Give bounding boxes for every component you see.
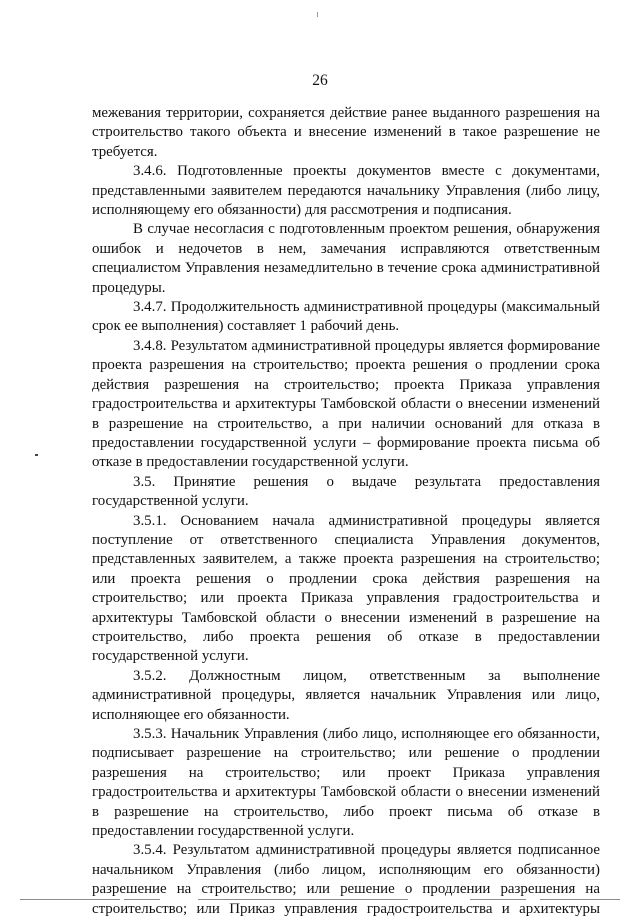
scan-edge-line bbox=[198, 899, 408, 900]
scan-edge-line bbox=[124, 899, 160, 900]
paragraph-3-4-6: 3.4.6. Подготовленные проекты документов вместе с документами, представленными заявителем передаются начальнику Управления (либо лицу, исполняющему его обязанности) для рассмотрения и подписания. bbox=[92, 163, 600, 219]
scan-edge-line bbox=[540, 899, 620, 900]
scan-edge-line bbox=[20, 899, 120, 900]
paragraph-3-5-1: 3.5.1. Основанием начала административной процедуры является поступление от ответственного специалиста Управления документов, представленных заявителем, а также проекта разрешения на строительство; или проекта решения о продлении срока действия разрешения на строительство; или проекта Приказа управления градостроительства и архитектуры Тамбовской области о внесении изменений в разрешение на строительство, либо проекта решения об отказе в предоставлении государственной услуги. bbox=[92, 512, 600, 665]
paragraph-3-5-3: 3.5.3. Начальник Управления (либо лицо, исполняющее его обязанности, подписывает разрешение на строительство; или решение о продлении разрешения на строительство; или проект Приказа управления градостроительства и архитектуры Тамбовской области о внесении изменений в разрешение на строительство, либо проект письма об отказе в предоставлении государственной услуги. bbox=[92, 726, 600, 840]
paragraph-3-4-8: 3.4.8. Результатом административной процедуры является формирование проекта разрешения на строительство; проекта решения о продлении срока действия разрешения на строительство; проекта Приказа управления градостроительства и архитектуры Тамбовской области о внесении изменений в разрешение на строительство, а при наличии оснований для отказа в предоставлении государственной услуги – формирование проекта письма об отказе в предоставлении государственной услуги. bbox=[92, 337, 600, 471]
paragraph-3-4-7: 3.4.7. Продолжительность административной процедуры (максимальный срок ее выполнения) составляет 1 рабочий день. bbox=[92, 299, 600, 335]
paragraph-continuation: межевания территории, сохраняется действие ранее выданного разрешения на строительство такого объекта и внесение изменений в такое разрешение не требуется. bbox=[92, 105, 600, 160]
scan-speck bbox=[35, 454, 38, 456]
paragraph-disagreement: В случае несогласия с подготовленным проектом решения, обнаружения ошибок и недочетов в нем, замечания исправляются ответственным специалистом Управления незамедлительно в течение срока административной процедуры. bbox=[92, 221, 600, 296]
page-number: 26 bbox=[312, 72, 328, 89]
section-heading-3-5: 3.5. Принятие решения о выдаче результата предоставления государственной услуги. bbox=[92, 473, 600, 510]
document-body bbox=[92, 104, 600, 919]
scan-edge-line bbox=[470, 899, 526, 900]
paragraph-3-5-2: 3.5.2. Должностным лицом, ответственным за выполнение административной процедуры, является начальник Управления или лицо, исполняющее его обязанности. bbox=[92, 667, 600, 723]
scan-mark bbox=[317, 12, 318, 17]
paragraph-3-5-4: 3.5.4. Результатом административной процедуры является подписанное начальником Управления (либо лицом, исполняющим его обязанности) разрешение на строительство; или решение о продлении разрешения на строительство; или Приказ управления градостроительства и архитектуры bbox=[92, 842, 600, 917]
